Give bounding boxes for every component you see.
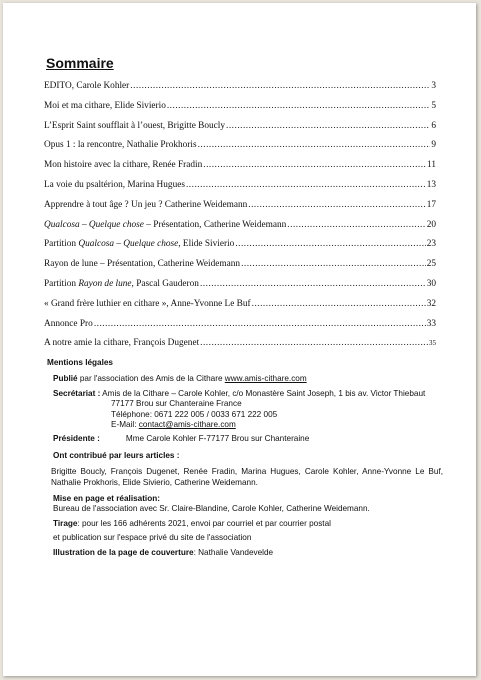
presidente-label: Présidente : — [53, 434, 100, 444]
toc-entry-italic-title: Qualcosa – Quelque chose — [44, 219, 144, 230]
toc-entry — [44, 200, 436, 220]
publisher-label: Publié — [53, 374, 78, 384]
toc-page-number: 17 — [426, 199, 436, 210]
toc-page-number: 23 — [426, 239, 436, 250]
email-link[interactable]: contact@amis-cithare.com — [138, 420, 236, 430]
toc-leader-dots — [226, 121, 430, 131]
email-label: E-Mail: — [111, 420, 139, 430]
toc-entry-label: Moi et ma cithare, Elide Sivierio — [44, 100, 166, 111]
toc-leader-dots — [252, 299, 426, 309]
print-run-text: : pour les 166 adhérents 2021, envoi par courriel et par courrier postal — [77, 518, 331, 528]
toc-entry-label — [44, 220, 286, 230]
toc-entry-label: A notre amie la cithare, François Dugenet — [44, 338, 200, 349]
print-run-line-2: et publication sur l'espace privé du site de l'association — [53, 533, 252, 543]
toc-page-number: 6 — [431, 120, 436, 131]
toc-leader-dots — [200, 338, 428, 348]
toc-entry-label-rest: , Elide Sivierio — [178, 239, 235, 250]
secretariat-label: Secrétariat : — [53, 388, 101, 398]
toc-entry-label-pre: Partition — [44, 239, 79, 250]
toc-leader-dots — [198, 140, 431, 150]
presidente-text: Mme Carole Kohler F-77177 Brou sur Chanteraine — [125, 434, 310, 444]
address-line: 77177 Brou sur Chanteraine France — [111, 399, 242, 409]
presidente-line — [47, 434, 443, 444]
toc-entry-label: Annonce Pro — [44, 318, 93, 329]
illustration-line — [47, 548, 443, 558]
toc-entry — [44, 319, 436, 339]
page-title: Sommaire — [46, 55, 114, 71]
toc-entry-italic-title: Rayon de lune — [78, 278, 132, 289]
toc-leader-dots — [200, 279, 426, 289]
toc-page-number: 33 — [426, 318, 436, 329]
toc-entry — [44, 160, 436, 180]
contributors-heading: Ont contribué par leurs articles : — [53, 450, 180, 460]
toc-entry-label-pre: Partition — [44, 278, 79, 289]
toc-leader-dots — [241, 259, 426, 269]
toc-entry-label: Apprendre à tout âge ? Un jeu ? Catherine Weidemann — [44, 199, 248, 210]
toc-entry-label: Rayon de lune – Présentation, Catherine Weidemann — [44, 259, 241, 270]
toc-page-number: 35 — [429, 339, 436, 348]
toc-leader-dots — [167, 101, 430, 111]
publisher-text: par l'association des Amis de la Cithare — [77, 374, 225, 384]
toc-entry — [44, 220, 436, 240]
toc-leader-dots — [94, 319, 426, 329]
toc-page-number: 9 — [431, 140, 436, 151]
toc-page-number: 13 — [426, 179, 436, 190]
table-of-contents — [44, 81, 436, 358]
toc-entry-label: EDITO, Carole Kohler — [44, 81, 130, 91]
publisher-line — [47, 374, 443, 384]
toc-entry — [44, 140, 436, 160]
toc-entry-label: Opus 1 : la rencontre, Nathalie Prokhoris — [44, 140, 197, 151]
toc-entry-italic-title: Qualcosa – Quelque chose — [78, 239, 179, 250]
toc-entry-label-rest: , Pascal Gauderon — [131, 278, 199, 289]
illustration-label: Illustration de la page de couverture — [53, 547, 194, 557]
toc-entry — [44, 299, 436, 319]
phone-line: Téléphone: 0671 222 005 / 0033 671 222 005 — [111, 409, 278, 419]
toc-page-number: 20 — [426, 219, 436, 230]
toc-entry — [44, 279, 436, 299]
toc-page-number: 3 — [431, 81, 436, 91]
toc-entry — [44, 180, 436, 200]
toc-page-number: 5 — [431, 100, 436, 111]
print-run-line — [47, 519, 443, 529]
toc-page-number: 25 — [426, 259, 436, 270]
toc-leader-dots — [287, 220, 425, 230]
toc-leader-dots — [203, 160, 426, 170]
toc-page-number: 11 — [427, 160, 436, 171]
toc-entry-label: La voie du psaltérion, Marina Hugues — [44, 179, 185, 190]
contributors-text: Brigitte Boucly, François Dugenet, Renée Fradin, Marina Hugues, Carole Kohler, Anne-Yvonne Le Buf, Nathalie Prokhoris, Elide Sivierio, Catherine Weidemann. — [51, 467, 443, 487]
toc-leader-dots — [130, 81, 430, 91]
email-line — [47, 420, 443, 430]
toc-entry-label: « Grand frère luthier en cithare », Anne-Yvonne Le Buf — [44, 298, 251, 309]
toc-entry-label: Mon histoire avec la cithare, Renée Fradin — [44, 160, 203, 171]
legal-notices — [47, 358, 443, 558]
toc-entry — [44, 259, 436, 279]
toc-entry — [44, 121, 436, 141]
secretariat-line — [47, 389, 443, 399]
print-run-label: Tirage — [53, 518, 78, 528]
toc-page-number: 32 — [426, 298, 436, 309]
toc-entry — [44, 81, 436, 101]
layout-heading: Mise en page et réalisation: — [53, 494, 160, 504]
toc-entry — [44, 239, 436, 259]
toc-leader-dots — [235, 239, 425, 249]
toc-entry-label — [44, 239, 234, 249]
website-link[interactable]: www.amis-cithare.com — [224, 374, 307, 384]
toc-entry — [44, 338, 436, 358]
document-page — [3, 3, 476, 676]
toc-entry-label-rest: – Présentation, Catherine Weidemann — [143, 219, 287, 230]
legal-heading: Mentions légales — [47, 358, 113, 367]
toc-entry-label — [44, 279, 199, 289]
toc-leader-dots — [186, 180, 426, 190]
toc-entry — [44, 101, 436, 121]
illustration-text: : Nathalie Vandevelde — [193, 547, 274, 557]
toc-leader-dots — [248, 200, 425, 210]
toc-page-number: 30 — [426, 278, 436, 289]
secretariat-text: Amis de la Cithare – Carole Kohler, c/o Monastère Saint Joseph, 1 bis av. Victor Thiebaut — [100, 388, 426, 398]
layout-text: Bureau de l'association avec Sr. Claire-Blandine, Carole Kohler, Catherine Weidemann. — [53, 504, 370, 514]
toc-entry-label: L’Esprit Saint soufflait à l’ouest, Brigitte Boucly — [44, 120, 226, 131]
